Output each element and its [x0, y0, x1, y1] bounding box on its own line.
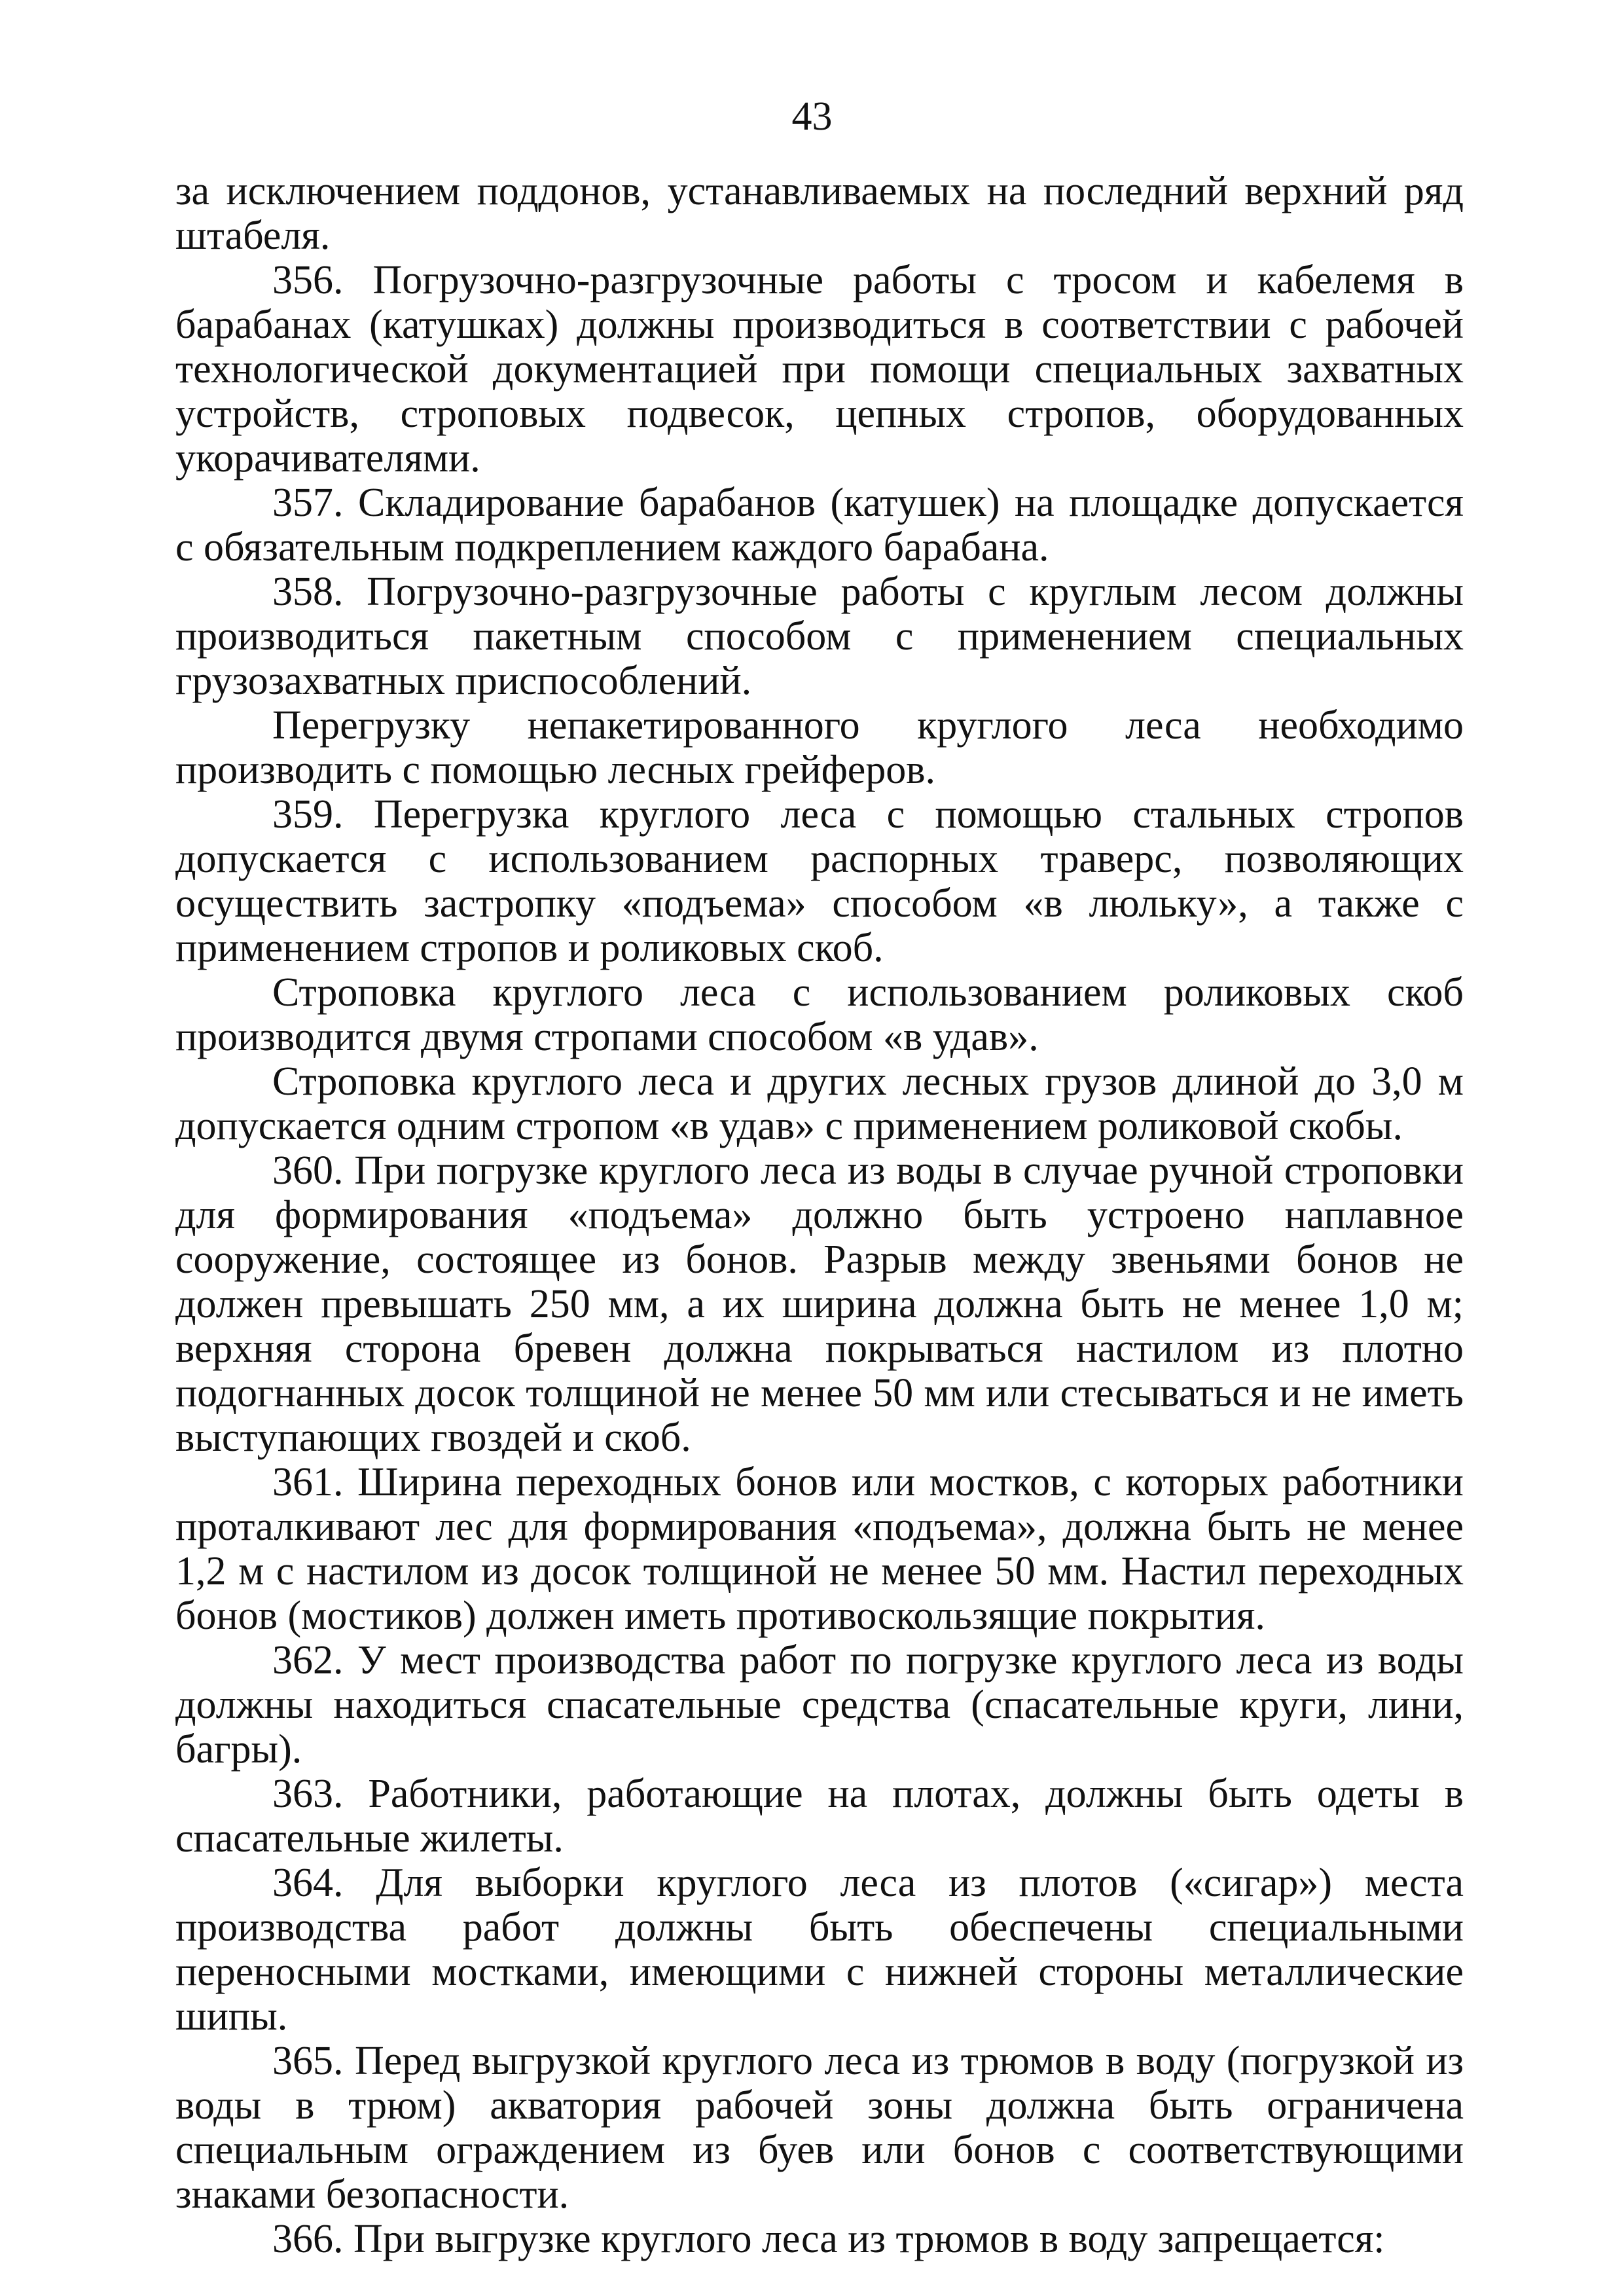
paragraph-363: 363. Работники, работающие на плотах, должны быть одеты в спасательные жилеты. — [175, 1772, 1464, 1861]
paragraph-362: 362. У мест производства работ по погрузке круглого леса из воды должны находиться спасательные средства (спасательные круги, лини, багры). — [175, 1638, 1464, 1772]
paragraph-359: 359. Перегрузка круглого леса с помощью стальных стропов допускается с использованием распорных траверс, позволяющих осуществить застропку «подъема» способом «в люльку», а также с применением стропов и роликовых скоб. — [175, 792, 1464, 970]
paragraph-366: 366. При выгрузке круглого леса из трюмов в воду запрещается: — [272, 2217, 1385, 2261]
paragraph-358-note: Перегрузку непакетированного круглого леса необходимо производить с помощью лесных грейферов. — [175, 703, 1464, 792]
paragraph-continuation: за исключением поддонов, устанавливаемых на последний верхний ряд штабеля. — [175, 169, 1464, 258]
paragraph-356: 356. Погрузочно-разгрузочные работы с тросом и кабелемя в барабанах (катушках) должны производиться в соответствии с рабочей технологической документацией при помощи специальных захватных устройств, строповых подвесок, цепных стропов, оборудованных укорачивателями. — [175, 258, 1464, 481]
paragraph-365: 365. Перед выгрузкой круглого леса из трюмов в воду (погрузкой из воды в трюм) акватория рабочей зоны должна быть ограничена специальным ограждением из буев или бонов с соответствующими знаками безопасности. — [175, 2039, 1464, 2217]
paragraph-359-note-2: Строповка круглого леса и других лесных грузов длиной до 3,0 м допускается одним стропом «в удав» с применением роликовой скобы. — [175, 1059, 1464, 1148]
paragraph-361: 361. Ширина переходных бонов или мостков, с которых работники проталкивают лес для формирования «подъема», должна быть не менее 1,2 м с настилом из досок толщиной не менее 50 мм. Настил переходных бонов (мостиков) должен иметь противоскользящие покрытия. — [175, 1460, 1464, 1638]
paragraph-358: 358. Погрузочно-разгрузочные работы с круглым лесом должны производиться пакетным способом с применением специальных грузозахватных приспособлений. — [175, 570, 1464, 703]
page-number: 43 — [791, 94, 833, 139]
paragraph-357: 357. Складирование барабанов (катушек) на площадке допускается с обязательным подкреплением каждого барабана. — [175, 481, 1464, 570]
document-body — [175, 169, 1464, 2261]
paragraph-364: 364. Для выборки круглого леса из плотов («сигар») места производства работ должны быть обеспечены специальными переносными мостками, имеющими с нижней стороны металлические шипы. — [175, 1861, 1464, 2039]
paragraph-360: 360. При погрузке круглого леса из воды в случае ручной строповки для формирования «подъема» должно быть устроено наплавное сооружение, состоящее из бонов. Разрыв между звеньями бонов не должен превышать 250 мм, а их ширина должна быть не менее 1,0 м; верхняя сторона бревен должна покрываться настилом из плотно подогнанных досок толщиной не менее 50 мм или стесываться и не иметь выступающих гвоздей и скоб. — [175, 1148, 1464, 1460]
paragraph-359-note-1: Строповка круглого леса с использованием роликовых скоб производится двумя стропами способом «в удав». — [175, 970, 1464, 1059]
